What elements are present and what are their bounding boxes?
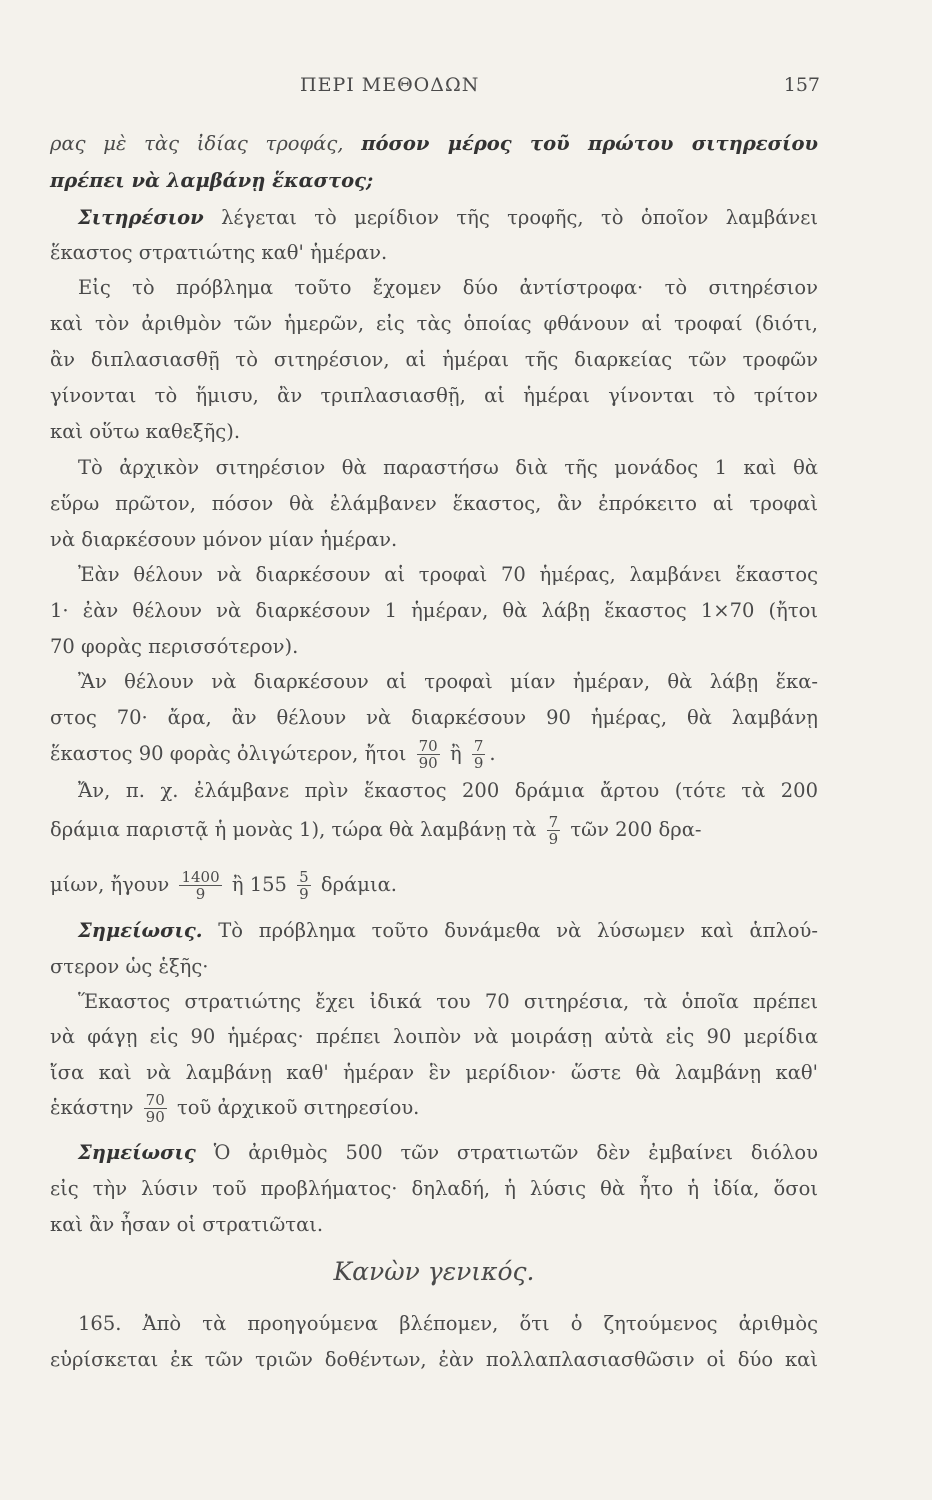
definition-text: λέγεται τὸ μερίδιον τῆς τροφῆς, τὸ ὁποῖον λαμβάνει — [221, 206, 819, 229]
denominator: 9 — [299, 885, 309, 903]
text-line-9: καὶ οὕτω καθεξῆς). — [50, 420, 241, 443]
text-line-25: νὰ φάγῃ εἰς 90 ἡμέρας· πρέπει λοιπὸν νὰ μοιράσῃ αὐτὰ εἰς 90 μερίδια — [50, 1025, 818, 1048]
text-line-18 — [50, 738, 818, 771]
denominator: 9 — [548, 830, 559, 848]
numerator: 7 — [548, 813, 559, 831]
period: . — [489, 742, 496, 765]
text-line-28 — [50, 1139, 818, 1167]
text-line-21 — [50, 869, 818, 902]
term-siteresion: Σιτηρέσιον — [78, 206, 204, 229]
line-20-text-a: δράμια παριστᾷ ἡ μονὰς 1), τώρα θὰ λαμβάνῃ τὰ — [50, 818, 537, 841]
or-word: ἢ — [449, 742, 462, 765]
line-21-text-b: δράμια. — [320, 873, 397, 896]
numerator: 1400 — [181, 868, 220, 886]
line-27-text-a: ἑκάστην — [50, 1096, 134, 1119]
line-21-text-a: μίων, ἤγουν — [50, 873, 170, 896]
line-18-text: ἕκαστος 90 φορὰς ὀλιγώτερον, ἤτοι — [50, 742, 407, 765]
text-line-1 — [50, 130, 818, 158]
numerator: 70 — [418, 737, 438, 755]
text-line-17: στος 70· ἄρα, ἂν θέλουν νὰ διαρκέσουν 90 ἡμέρας, θὰ λαμβάνῃ — [50, 706, 818, 729]
note-text: Τὸ πρόβλημα τοῦτο δυνάμεθα νὰ λύσωμεν καὶ ἁπλού- — [218, 919, 818, 942]
denominator: 9 — [195, 885, 206, 903]
text-line-14: 1· ἐὰν θέλουν νὰ διαρκέσουν 1 ἡμέραν, θὰ λάβῃ ἕκαστος 1×70 (ἤτοι — [50, 599, 818, 622]
text-line-10: Τὸ ἀρχικὸν σιτηρέσιον θὰ παραστήσω διὰ τῆς μονάδος 1 καὶ θὰ — [78, 456, 818, 479]
text-line-3 — [50, 204, 818, 232]
denominator: 9 — [473, 754, 484, 772]
text-line-15: 70 φορὰς περισσότερον). — [50, 635, 299, 658]
text-line-32: εὑρίσκεται ἐκ τῶν τριῶν δοθέντων, ἐὰν πολλαπλασιασθῶσιν οἱ δύο καὶ — [50, 1348, 818, 1371]
text-line-24: Ἕκαστος στρατιώτης ἔχει ἰδικά του 70 σιτηρέσια, τὰ ὁποῖα πρέπει — [78, 990, 818, 1013]
text-line-31: 165. Ἀπὸ τὰ προηγούμενα βλέπομεν, ὅτι ὁ ζητούμενος ἀριθμὸς — [78, 1312, 818, 1335]
question-part-2: πόσον μέρος τοῦ πρώτου σιτηρεσίου — [361, 132, 818, 155]
fraction-7-9 — [472, 738, 486, 771]
line-27-text-b: τοῦ ἀρχικοῦ σιτηρεσίου. — [176, 1096, 420, 1119]
text-line-29: εἰς τὴν λύσιν τοῦ προβλήματος· δηλαδή, ἡ λύσις θὰ ἦτο ἡ ἰδία, ὅσοι — [50, 1177, 818, 1200]
text-line-8: γίνονται τὸ ἥμισυ, ἂν τριπλασιασθῇ, αἱ ἡμέραι γίνονται τὸ τρίτον — [50, 384, 818, 407]
text-line-20 — [50, 814, 818, 847]
text-line-5: Εἰς τὸ πρόβλημα τοῦτο ἔχομεν δύο ἀντίστροφα· τὸ σιτηρέσιον — [78, 276, 818, 299]
text-line-22 — [50, 917, 818, 945]
question-part-1: ρας μὲ τὰς ἰδίας τροφάς, — [50, 132, 344, 155]
text-line-27 — [50, 1092, 818, 1125]
note-label: Σημείωσις. — [78, 919, 203, 942]
fraction-5-9 — [297, 869, 311, 902]
text-line-2: πρέπει νὰ λαμβάνῃ ἕκαστος; — [50, 169, 374, 192]
text-line-26: ἴσα καὶ νὰ λαμβάνῃ καθ' ἡμέραν ἓν μερίδιον· ὥστε θὰ λαμβάνῃ καθ' — [50, 1061, 818, 1084]
text-line-30: καὶ ἂν ἦσαν οἱ στρατιῶται. — [50, 1213, 324, 1236]
page-number: 157 — [783, 74, 820, 96]
page-header — [0, 74, 932, 104]
denominator: 90 — [145, 1108, 165, 1126]
numerator: 5 — [299, 868, 309, 886]
fraction-70-90 — [144, 1092, 167, 1125]
line-20-text-b: τῶν 200 δρα- — [570, 818, 702, 841]
note-label: Σημείωσις — [78, 1141, 196, 1164]
text-line-16: Ἂν θέλουν νὰ διαρκέσουν αἱ τροφαὶ μίαν ἡμέραν, θὰ λάβῃ ἕκα- — [78, 670, 818, 693]
denominator: 90 — [418, 754, 438, 772]
fraction-1400-9 — [179, 869, 221, 902]
text-line-12: νὰ διαρκέσουν μόνον μίαν ἡμέραν. — [50, 528, 398, 551]
text-line-11: εὕρω πρῶτον, πόσον θὰ ἐλάμβανεν ἕκαστος, ἂν ἐπρόκειτο αἱ τροφαὶ — [50, 492, 818, 515]
numerator: 70 — [145, 1091, 165, 1109]
note-text: Ὁ ἀριθμὸς 500 τῶν στρατιωτῶν δὲν ἐμβαίνει διόλου — [213, 1141, 819, 1164]
fraction-7-9 — [547, 814, 561, 847]
text-line-23: στερον ὡς ἑξῆς· — [50, 955, 209, 978]
text-line-6: καὶ τὸν ἀριθμὸν τῶν ἡμερῶν, εἰς τὰς ὁποίας φθάνουν αἱ τροφαί (διότι, — [50, 312, 818, 335]
text-line-13: Ἐὰν θέλουν νὰ διαρκέσουν αἱ τροφαὶ 70 ἡμέρας, λαμβάνει ἕκαστος — [78, 563, 818, 586]
text-line-19: Ἄν, π. χ. ἐλάμβανε πρὶν ἕκαστος 200 δράμια ἄρτου (τότε τὰ 200 — [78, 779, 818, 802]
text-line-4: ἕκαστος στρατιώτης καθ' ἡμέραν. — [50, 241, 388, 264]
section-heading: Κανὼν γενικός. — [333, 1257, 535, 1286]
numerator: 7 — [473, 737, 484, 755]
text-line-7: ἂν διπλασιασθῇ τὸ σιτηρέσιον, αἱ ἡμέραι τῆς διαρκείας τῶν τροφῶν — [50, 348, 818, 371]
line-21-mid: ἢ 155 — [231, 873, 287, 896]
fraction-70-90 — [417, 738, 440, 771]
running-title: ΠΕΡΙ ΜΕΘΟΔΩΝ — [300, 74, 480, 96]
